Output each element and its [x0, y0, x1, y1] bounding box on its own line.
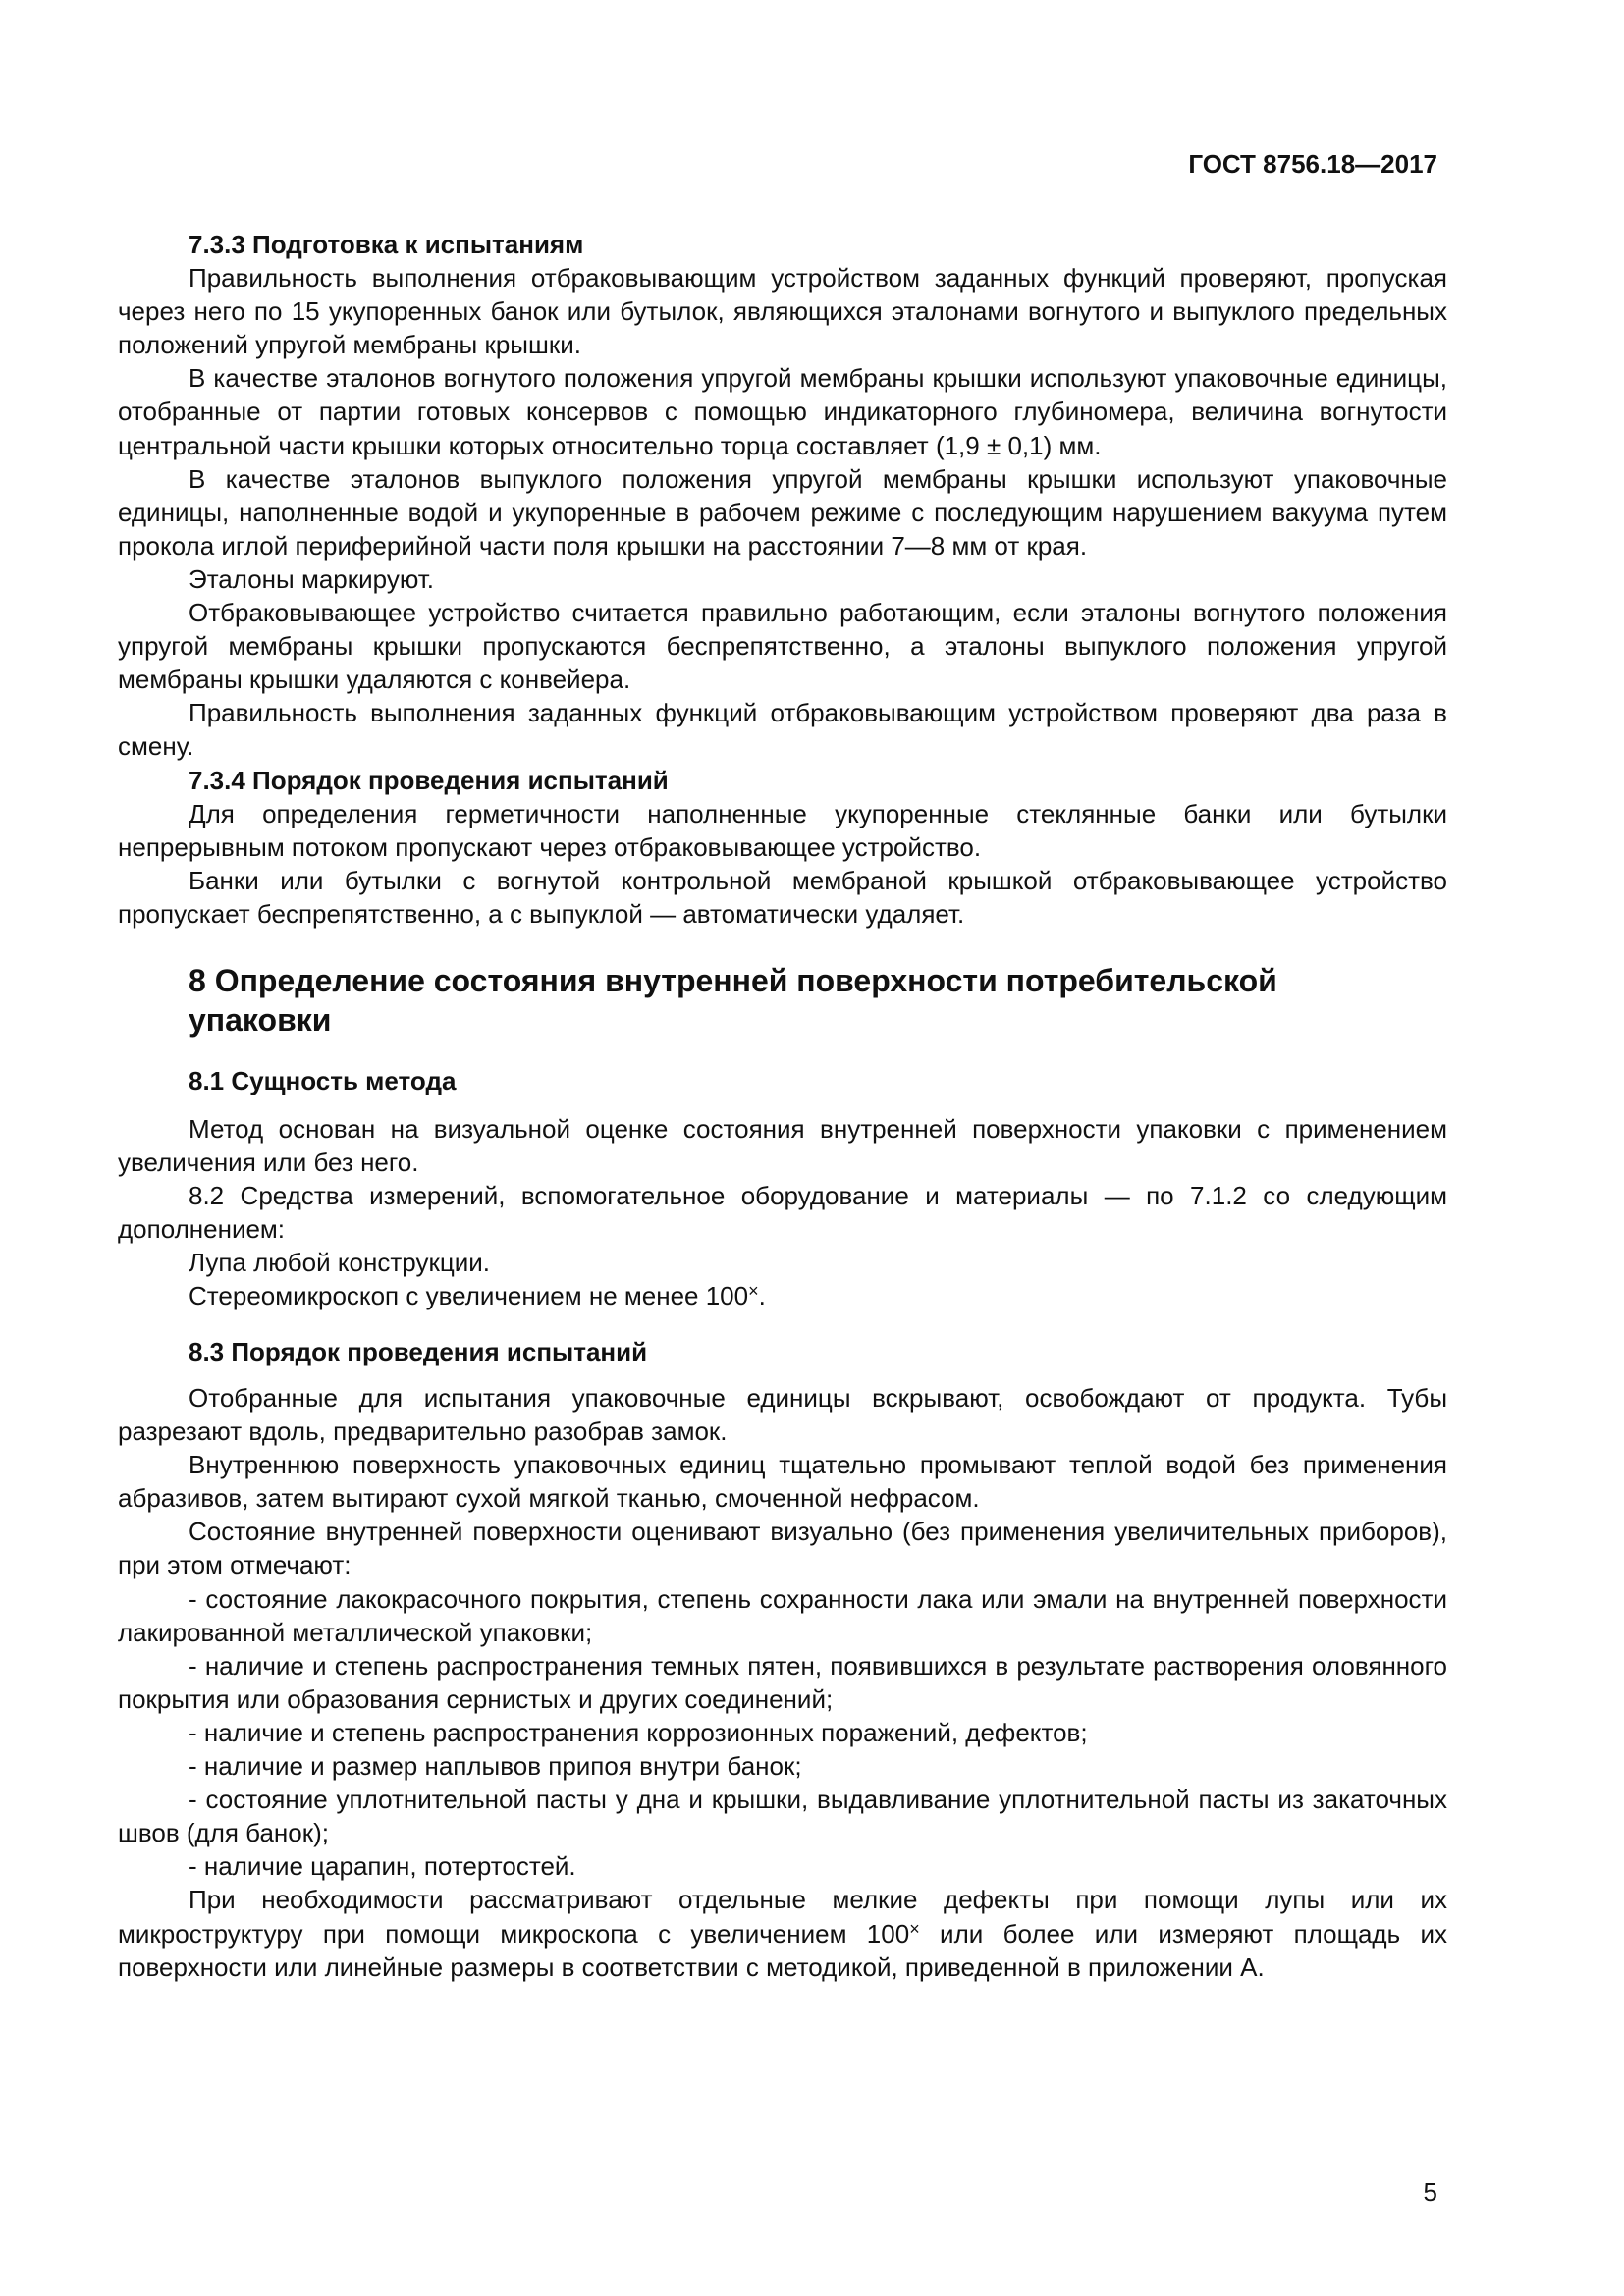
final-text-part2: или более или измеряют площадь их поверхности или линейные размеры в соответствии с методикой, приведенной в приложении А.	[118, 1918, 1448, 1982]
multiplication-sign: ×	[748, 1281, 759, 1302]
paragraph: В качестве эталонов выпуклого положения упругой мембраны крышки используют упаковочные единицы, наполненные водой и укупоренные в рабочем режиме с последующим нарушением вакуума путем прокола иглой периферийной части поля крышки на расстоянии 7—8 мм от края.	[118, 463, 1447, 561]
section-7-3-block	[118, 228, 1447, 931]
heading-7-3-3: 7.3.3 Подготовка к испытаниям	[189, 230, 584, 259]
paragraph-final	[118, 1883, 1447, 1983]
list-item: - наличие царапин, потертостей.	[189, 1851, 576, 1882]
final-text-part1: При необходимости рассматривают отдельные мелкие дефекты при помощи лупы или их микроструктуру при помощи микроскопа с увеличением 100	[118, 1885, 1447, 1949]
heading-8-1: 8.1 Сущность метода	[189, 1066, 457, 1095]
paragraph: Правильность выполнения заданных функций отбраковывающим устройством проверяют два раза в смену.	[118, 698, 1447, 762]
document-code-header: ГОСТ 8756.18—2017	[1188, 149, 1437, 179]
heading-7-3-4: 7.3.4 Порядок проведения испытаний	[189, 765, 669, 795]
list-item: - состояние уплотнительной пасты у дна и крышки, выдавливание уплотнительной пасты из закаточных швов (для банок);	[118, 1785, 1447, 1848]
paragraph: Банки или бутылки с вогнутой контрольной мембраной крышкой отбраковывающее устройство пропускает беспрепятственно, а с выпуклой — автоматически удаляет.	[118, 865, 1447, 929]
list-item: - наличие и размер наплывов припоя внутри банок;	[189, 1751, 802, 1782]
paragraph: Состояние внутренней поверхности оценивают визуально (без применения увеличительных приборов), при этом отмечают:	[118, 1517, 1447, 1580]
stereo-text: Стереомикроскоп с увеличением не менее 100	[189, 1281, 749, 1311]
paragraph: Для определения герметичности наполненные укупоренные стеклянные банки или бутылки непрерывным потоком пропускают через отбраковывающее устройство.	[118, 798, 1447, 862]
list-item: - наличие и степень распространения темных пятен, появившихся в результате растворения оловянного покрытия или образования сернистых и других соединений;	[118, 1650, 1447, 1714]
paragraph: Отбраковывающее устройство считается правильно работающим, если эталоны вогнутого положения упругой мембраны крышки пропускаются беспрепятственно, а эталоны выпуклого положения упругой мембраны крышки удаляются с конвейера.	[118, 598, 1447, 695]
paragraph: Эталоны маркируют.	[189, 563, 434, 594]
paragraph: 8.2 Средства измерений, вспомогательное оборудование и материалы — по 7.1.2 со следующим дополнением:	[118, 1181, 1447, 1245]
list-item: - наличие и степень распространения коррозионных поражений, дефектов;	[189, 1717, 1088, 1747]
heading-8-3: 8.3 Порядок проведения испытаний	[189, 1337, 648, 1366]
page-number: 5	[1423, 2177, 1437, 2207]
paragraph: Отобранные для испытания упаковочные единицы вскрывают, освобождают от продукта. Тубы разрезают вдоль, предварительно разобрав замок.	[118, 1383, 1447, 1447]
paragraph: Правильность выполнения отбраковывающим устройством заданных функций проверяют, пропуская через него по 15 укупоренных банок или бутылок, являющихся эталонами вогнутого и выпуклого предельных положений упругой мембраны крышки.	[118, 263, 1447, 360]
paragraph: В качестве эталонов вогнутого положения упругой мембраны крышки используют упаковочные единицы, отобранные от партии готовых консервов с помощью индикаторного глубиномера, величина вогнутости центральной части крышки которых относительно торца составляет (1,9 ± 0,1) мм.	[118, 363, 1447, 460]
section-8-3-block	[118, 1381, 1447, 1984]
stereo-end: .	[758, 1281, 766, 1311]
list-item: - состояние лакокрасочного покрытия, степень сохранности лака или эмали на внутренней поверхности лакированной металлической упаковки;	[118, 1583, 1447, 1647]
paragraph: Внутреннюю поверхность упаковочных единиц тщательно промывают теплой водой без применения абразивов, затем вытирают сухой мягкой тканью, смоченной нефрасом.	[118, 1450, 1447, 1514]
paragraph: Метод основан на визуальной оценке состояния внутренней поверхности упаковки с применением увеличения или без него.	[118, 1114, 1447, 1178]
paragraph: Лупа любой конструкции.	[189, 1248, 490, 1278]
multiplication-sign: ×	[909, 1918, 920, 1939]
paragraph-stereomicroscope	[118, 1279, 1447, 1312]
section-8-1-block	[118, 1112, 1447, 1313]
section-8-heading: 8 Определение состояния внутренней поверхности потребительской упаковки	[189, 963, 1277, 1038]
